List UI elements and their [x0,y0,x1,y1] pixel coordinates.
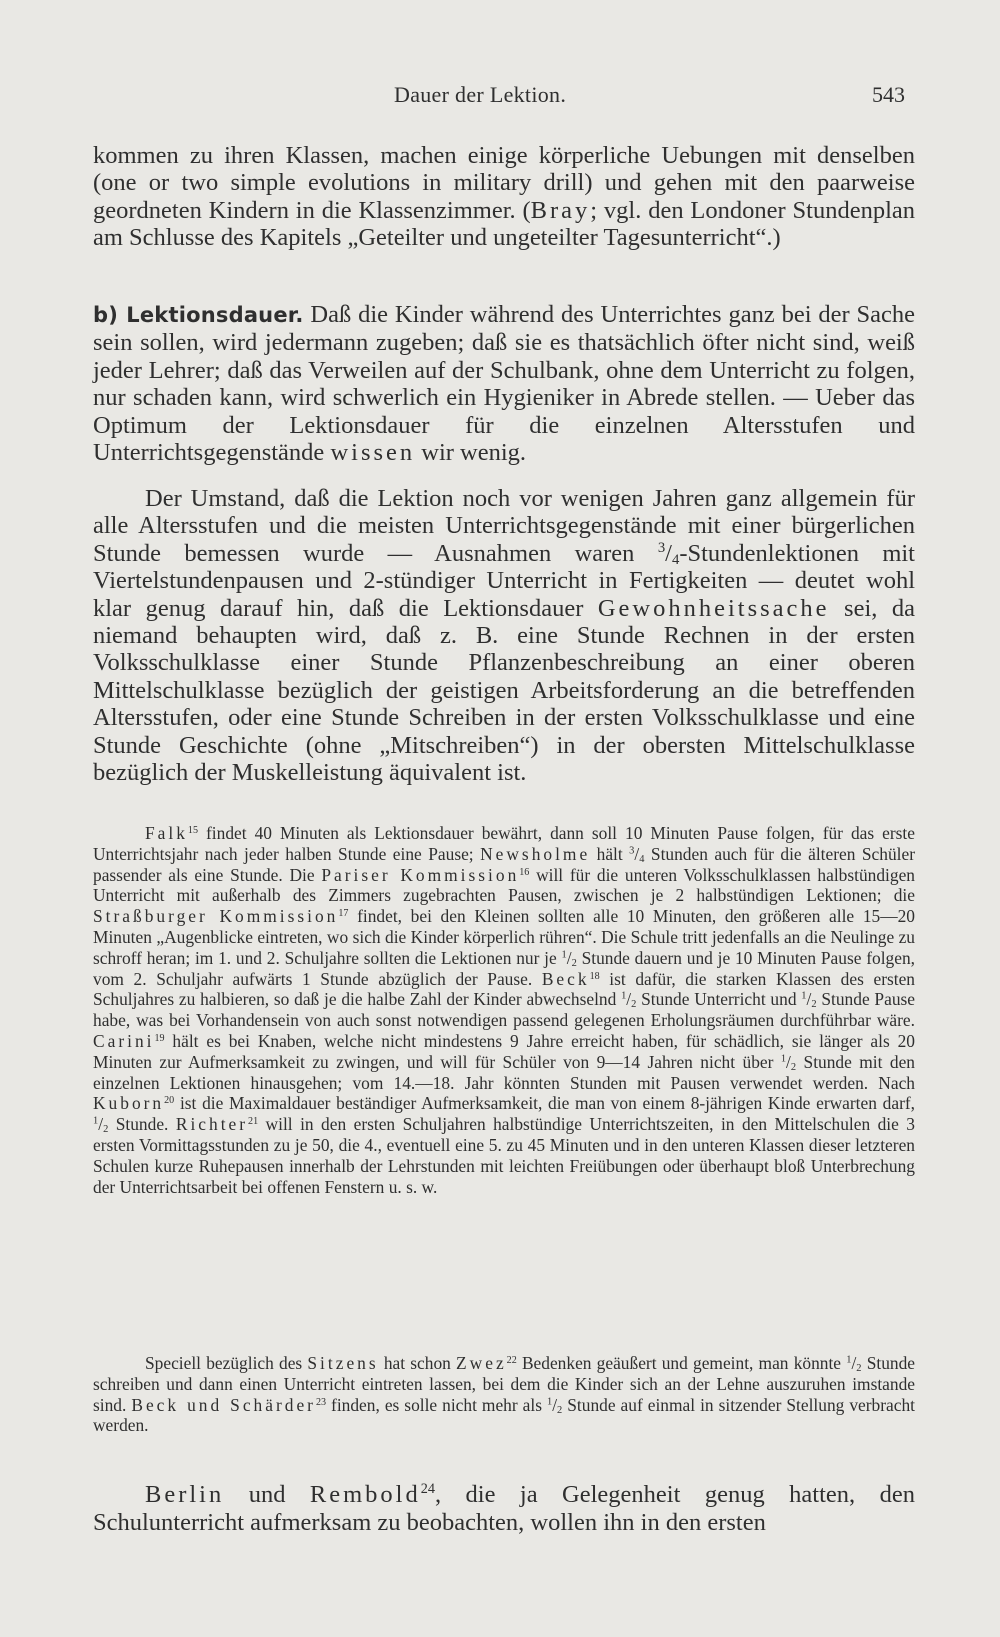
footnote-ref: 15 [187,824,198,836]
footnote-ref: 24 [420,1481,435,1498]
footnote-ref: 21 [248,1115,259,1127]
fraction: $^3/_4$ [657,539,680,568]
author-name: Bray [530,196,591,224]
paragraph-berlin-rembold: Berlin und Rembold$^{24}$, die ja Gelegenheit genug hatten, den Schulunterricht aufmerksam zu beobachten, wollen ihn in den ersten [93,1481,915,1536]
paragraph-small-sitzen: Speciell bezüglich des Sitzens hat schon Zwez$^{22}$ Bedenken geäußert und gemeint, man könnte $^1/_2$ Stunde schreiben und dann einen Unterricht eintreten lassen, bei dem die Kinder sich an der Lehne auszuruhen imstande sind. Beck und Schärder$^{23}$ finden, es solle nicht mehr als $^1/_2$ Stunde auf einmal in sitzender Stellung verbracht werden. [93,1353,915,1436]
emphasis-text: Sitzens [307,1353,379,1373]
fraction: $^3/_4$ [629,843,645,865]
fraction: $^1/_2$ [546,1394,563,1416]
fraction: $^1/_2$ [801,989,817,1011]
fraction: $^1/_2$ [846,1353,862,1375]
fraction: $^1/_2$ [93,1114,109,1136]
footnote-ref: 17 [338,907,349,919]
footnote-ref: 16 [519,866,530,878]
page-header [0,82,1000,112]
fraction: $^1/_2$ [780,1051,797,1073]
author-name: Falk [145,823,188,843]
author-name: Beck [541,968,590,989]
footnote-ref: 20 [164,1095,175,1107]
author-name: Rembold [309,1481,421,1508]
fraction: $^1/_2$ [561,947,577,969]
author-name: Pariser Kommission [321,864,520,885]
page-number: 543 [872,82,905,107]
section-heading: b) Lektionsdauer. [93,303,304,327]
emphasis-text: wissen [330,439,416,467]
author-name: Newsholme [480,843,591,864]
paragraph-lektionsdauer: b) Lektionsdauer. Daß die Kinder während des Unterrichtes ganz bei der Sache sein sollen, wird jedermann zugeben; daß sie es thatsächlich öfter nicht sind, weiß jeder Lehrer; daß das Verweilen auf der Schulbank, ohne dem Unterricht zu folgen, nur schaden kann, wird schwerlich ein Hygieniker in Abrede stellen. — Ueber das Optimum der Lektionsdauer für die einzelnen Altersstufen und Unterrichtsgegenstände wissen wir wenig. [93,301,916,467]
author-name: Kuborn [93,1093,165,1114]
author-name: Carini [93,1030,155,1051]
footnote-ref: 18 [589,970,600,982]
author-name: Richter [175,1114,249,1135]
footnote-ref: 23 [315,1396,327,1408]
emphasis-text: Gewohnheitssache [597,594,830,622]
author-name: Zwez [456,1353,507,1373]
fraction: $^1/_2$ [621,989,637,1011]
author-name: Berlin [145,1481,225,1508]
paragraph-small-authors: Falk$^{15}$ findet 40 Minuten als Lektionsdauer bewährt, dann soll 10 Minuten Pause folgen, für das erste Unterrichtsjahr nach jeder halben Stunde eine Pause; Newsholme hält $^3/_4$ Stunden auch für die älteren Schüler passender als eine Stunde. Die Pariser Kommission$^{16}$ will für die unteren Volksschulklassen halbstündigen Unterricht mit außerhalb des Zimmers zugebrachten Pausen, zwischen je 2 halbstündigen Lektionen; die Straßburger Kommission$^{17}$ findet, bei den Kleinen sollten alle 10 Minuten, den größeren alle 15—20 Minuten „Augenblicke eintreten, wo sich die Kinder körperlich rühren“. Die Schule tritt jedenfalls an die Neulinge zu schroff heran; im 1. und 2. Schuljahre sollten die Lektionen nur je $^1/_2$ Stunde dauern und je 10 Minuten Pause folgen, vom 2. Schuljahr aufwärts 1 Stunde abzüglich der Pause. Beck$^{18}$ ist dafür, die starken Klassen des ersten Schuljahres zu halbieren, so daß je die halbe Zahl der Kinder abwechselnd $^1/_2$ Stunde Unterricht und $^1/_2$ Stunde Pause habe, was bei Vorhandensein von auch sonst notwendigen passend gelegenen Erholungsräumen durchführbar wäre. Carini$^{19}$ hält es bei Knaben, welche nicht mindestens 9 Jahre erreicht haben, für schädlich, sie länger als 20 Minuten zur Aufmerksamkeit zu zwingen, und will für Schüler von 9—14 Jahren nicht über $^1/_2$ Stunde mit den einzelnen Lektionen hinausgehen; vom 14.—18. Jahr könnten Stunden mit Pausen verwendet werden. Nach Kuborn$^{20}$ ist die Maximaldauer beständiger Aufmerksamkeit, die man von einem 8-jährigen Kinde erwarten darf, $^1/_2$ Stunde. Richter$^{21}$ will in den ersten Schuljahren halbstündige Unterrichtszeiten, in den Mittelschulen die 3 ersten Vormittagsstunden zu je 50, die 4., eventuell eine 5. zu 45 Minuten und in den unteren Klassen dieser letzteren Schulen kurze Ruhepausen innerhalb der Lehrstunden mit leichten Freiübungen oder überhaupt bloß Unterbrechung der Unterrichtsarbeit bei offenen Fenstern u. s. w. [93,823,916,1197]
author-name: Straßburger Kommission [93,906,339,927]
running-title: Dauer der Lektion. [394,82,567,107]
author-name: Beck und Schärder [131,1394,316,1415]
footnote-ref: 19 [154,1032,165,1044]
paragraph-intro: kommen zu ihren Klassen, machen einige körperliche Uebungen mit denselben (one or two simple evolutions in military drill) und gehen mit den paarweise geordneten Kindern in die Klassenzimmer. (Bray; vgl. den Londoner Stundenplan am Schlusse des Kapitels „Geteilter und ungeteilter Tagesunterricht“.) [93,142,915,252]
paragraph-umstand: Der Umstand, daß die Lektion noch vor wenigen Jahren ganz allgemein für alle Altersstufen und die meisten Unterrichtsgegenstände mit einer bürgerlichen Stunde bemessen wurde — Ausnahmen waren $^3/_4$-Stundenlektionen mit Viertelstundenpausen und 2-stündiger Unterricht in Fertigkeiten — deutet wohl klar genug darauf hin, daß die Lektionsdauer Gewohnheitssache sei, da niemand behaupten wird, daß z. B. eine Stunde Rechnen in der ersten Volksschulklasse einer Stunde Pflanzenbeschreibung an einer oberen Mittelschulklasse bezüglich der geistigen Arbeitsforderung an die betreffenden Altersstufen, oder eine Stunde Schreiben in der ersten Volksschulklasse und eine Stunde Geschichte (ohne „Mitschreiben“) in der obersten Mittelschulklasse bezüglich der Muskelleistung äquivalent ist. [93,485,915,787]
footnote-ref: 22 [506,1354,517,1366]
